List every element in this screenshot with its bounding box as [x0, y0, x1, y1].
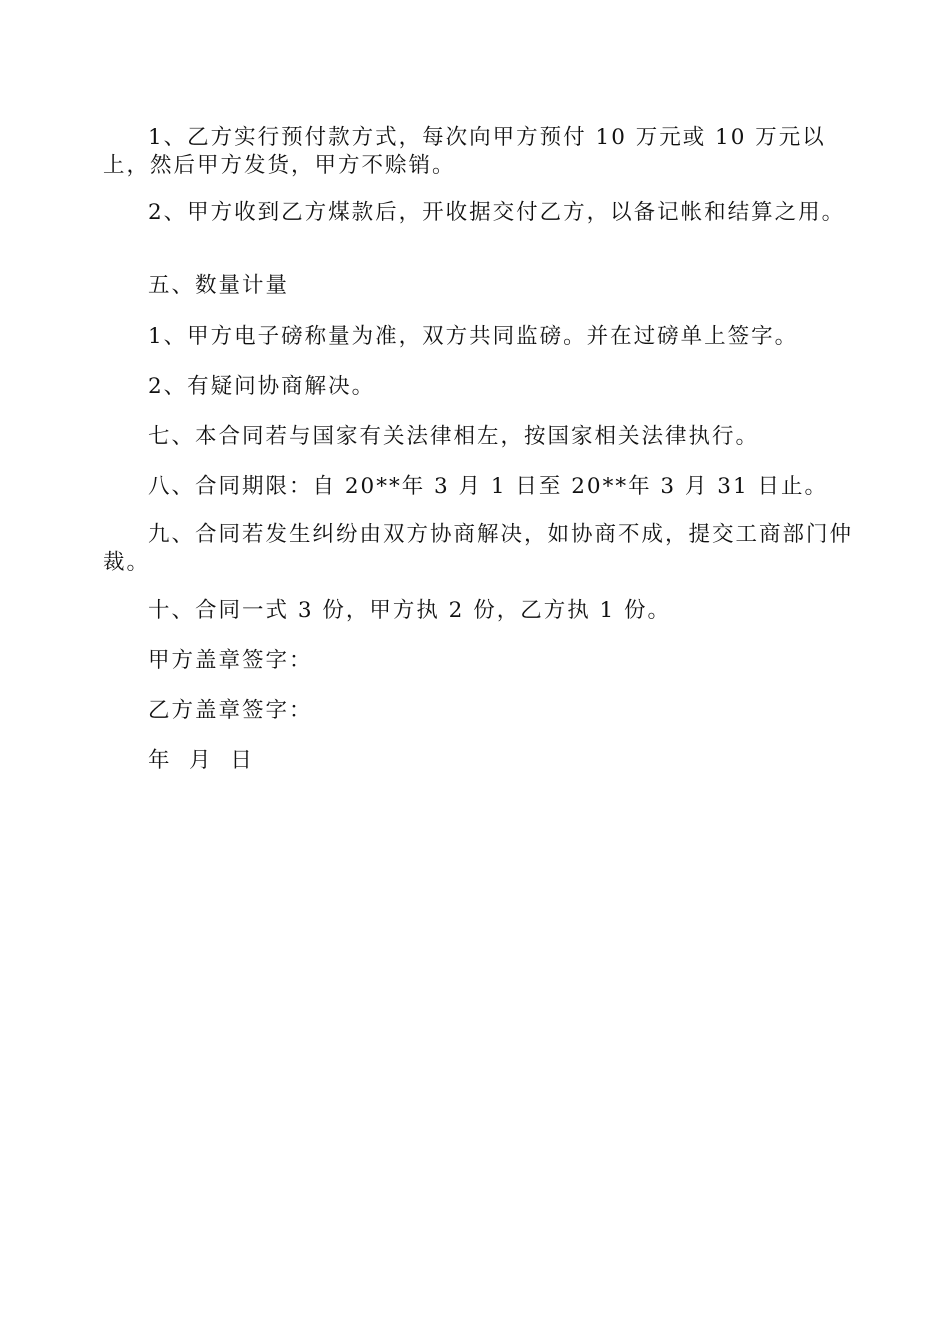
quantity-clause-2: 2、有疑问协商解决。 [148, 374, 376, 399]
payment-clause-2: 2、甲方收到乙方煤款后，开收据交付乙方，以备记帐和结算之用。 [148, 200, 846, 225]
clause-nine-dispute: 九、合同若发生纠纷由双方协商解决，如协商不成，提交工商部门仲裁。 [103, 522, 854, 575]
quantity-clause-1: 1、甲方电子磅称量为准，双方共同监磅。并在过磅单上签字。 [148, 324, 799, 349]
party-b-signature-line: 乙方盖章签字： [148, 698, 313, 723]
clause-ten-copies: 十、合同一式 3 份，甲方执 2 份，乙方执 1 份。 [148, 598, 672, 623]
clause-eight-term: 八、合同期限：自 20**年 3 月 1 日至 20**年 3 月 31 日止。 [148, 474, 828, 499]
section-heading-quantity: 五、数量计量 [148, 273, 290, 298]
date-line: 年 月 日 [148, 748, 254, 773]
clause-seven: 七、本合同若与国家有关法律相左，按国家相关法律执行。 [148, 424, 760, 449]
party-a-signature-line: 甲方盖章签字： [148, 648, 313, 673]
payment-clause-1: 1、乙方实行预付款方式，每次向甲方预付 10 万元或 10 万元以上，然后甲方发货，甲方不赊销。 [103, 125, 826, 178]
